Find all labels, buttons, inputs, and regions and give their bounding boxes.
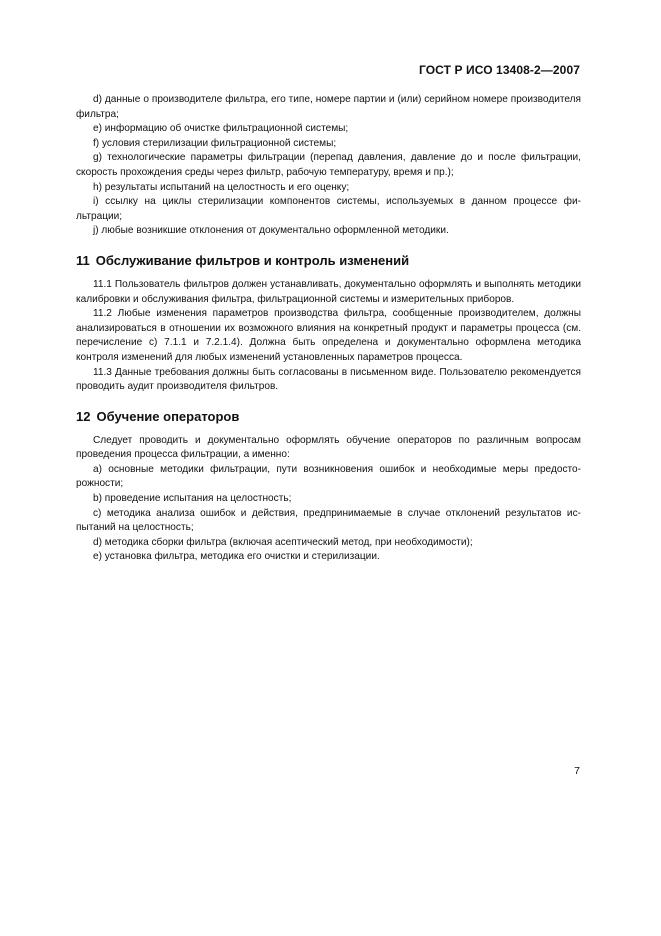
list-item-i: i) ссылку на циклы стерилизации компонентов системы, используемых в данном процессе фильтрации; xyxy=(76,196,581,222)
list-item-h: h) результаты испытаний на целостность и его оценку; xyxy=(93,181,350,193)
section-12-number: 12 xyxy=(76,408,91,424)
paragraph-11-2: 11.2 Любые изменения параметров производства фильтра, сообщенные производителем, должны анализироваться в отношении их возможного влияния на конкретный продукт и параметры процесса (см. перечисление с) 7.1.1 и 7.2.1.4). Должна быть определена и документально оформлена методика контроля изменений для любых изменений установленных параметров процесса. xyxy=(76,308,581,363)
section-12-heading xyxy=(76,409,581,425)
section-12-body xyxy=(76,434,581,565)
top-list xyxy=(76,93,581,239)
section-11-title: Обслуживание фильтров и контроль изменений xyxy=(95,252,410,268)
list-item-12-c: c) методика анализа ошибок и действия, предпринимаемые в случае отклонений результатов испытаний на целостность; xyxy=(76,507,581,534)
paragraph-11-1: 11.1 Пользователь фильтров должен устанавливать, документально оформлять и выполнять методики калибровки и обслуживания фильтра, фильтрационной системы и измерительных приборов. xyxy=(76,278,581,305)
section-11-number: 11 xyxy=(76,252,90,268)
list-item-g: g) технологические параметры фильтрации (перепад давления, давление до и после фильтрации, скорость прохождения среды через фильтр, рабочую температуру, время и пр.); xyxy=(76,152,581,178)
list-item-f: f) условия стерилизации фильтрационной системы; xyxy=(93,137,337,149)
page-content xyxy=(76,93,581,565)
list-item-j: j) любые возникшие отклонения от документально оформленной методики. xyxy=(93,225,449,237)
document-code-header: ГОСТ Р ИСО 13408-2—2007 xyxy=(418,63,580,77)
list-item-12-b: b) проведение испытания на целостность; xyxy=(93,493,292,505)
list-item-12-d: d) методика сборки фильтра (включая асептический метод, при необходимости); xyxy=(93,536,473,548)
list-item-d: d) данные о производителе фильтра, его типе, номере партии и (или) серийном номере производителя фильтра; xyxy=(76,94,581,120)
section-12-intro: Следует проводить и документально оформлять обучение операторов по различным вопросам проведения процесса фильтрации, а именно: xyxy=(76,434,581,461)
list-item-12-e: e) установка фильтра, методика его очистки и стерилизации. xyxy=(93,551,380,563)
section-12-title: Обучение операторов xyxy=(96,408,240,424)
paragraph-11-3: 11.3 Данные требования должны быть согласованы в письменном виде. Пользователю рекомендуется проводить аудит производителя фильтров. xyxy=(76,366,581,393)
page-number: 7 xyxy=(574,765,580,777)
section-11-body xyxy=(76,278,581,395)
list-item-12-a: a) основные методики фильтрации, пути возникновения ошибок и необходимые меры предосторожности; xyxy=(76,463,581,490)
list-item-e: e) информацию об очистке фильтрационной системы; xyxy=(93,123,349,135)
section-11-heading xyxy=(76,253,581,269)
